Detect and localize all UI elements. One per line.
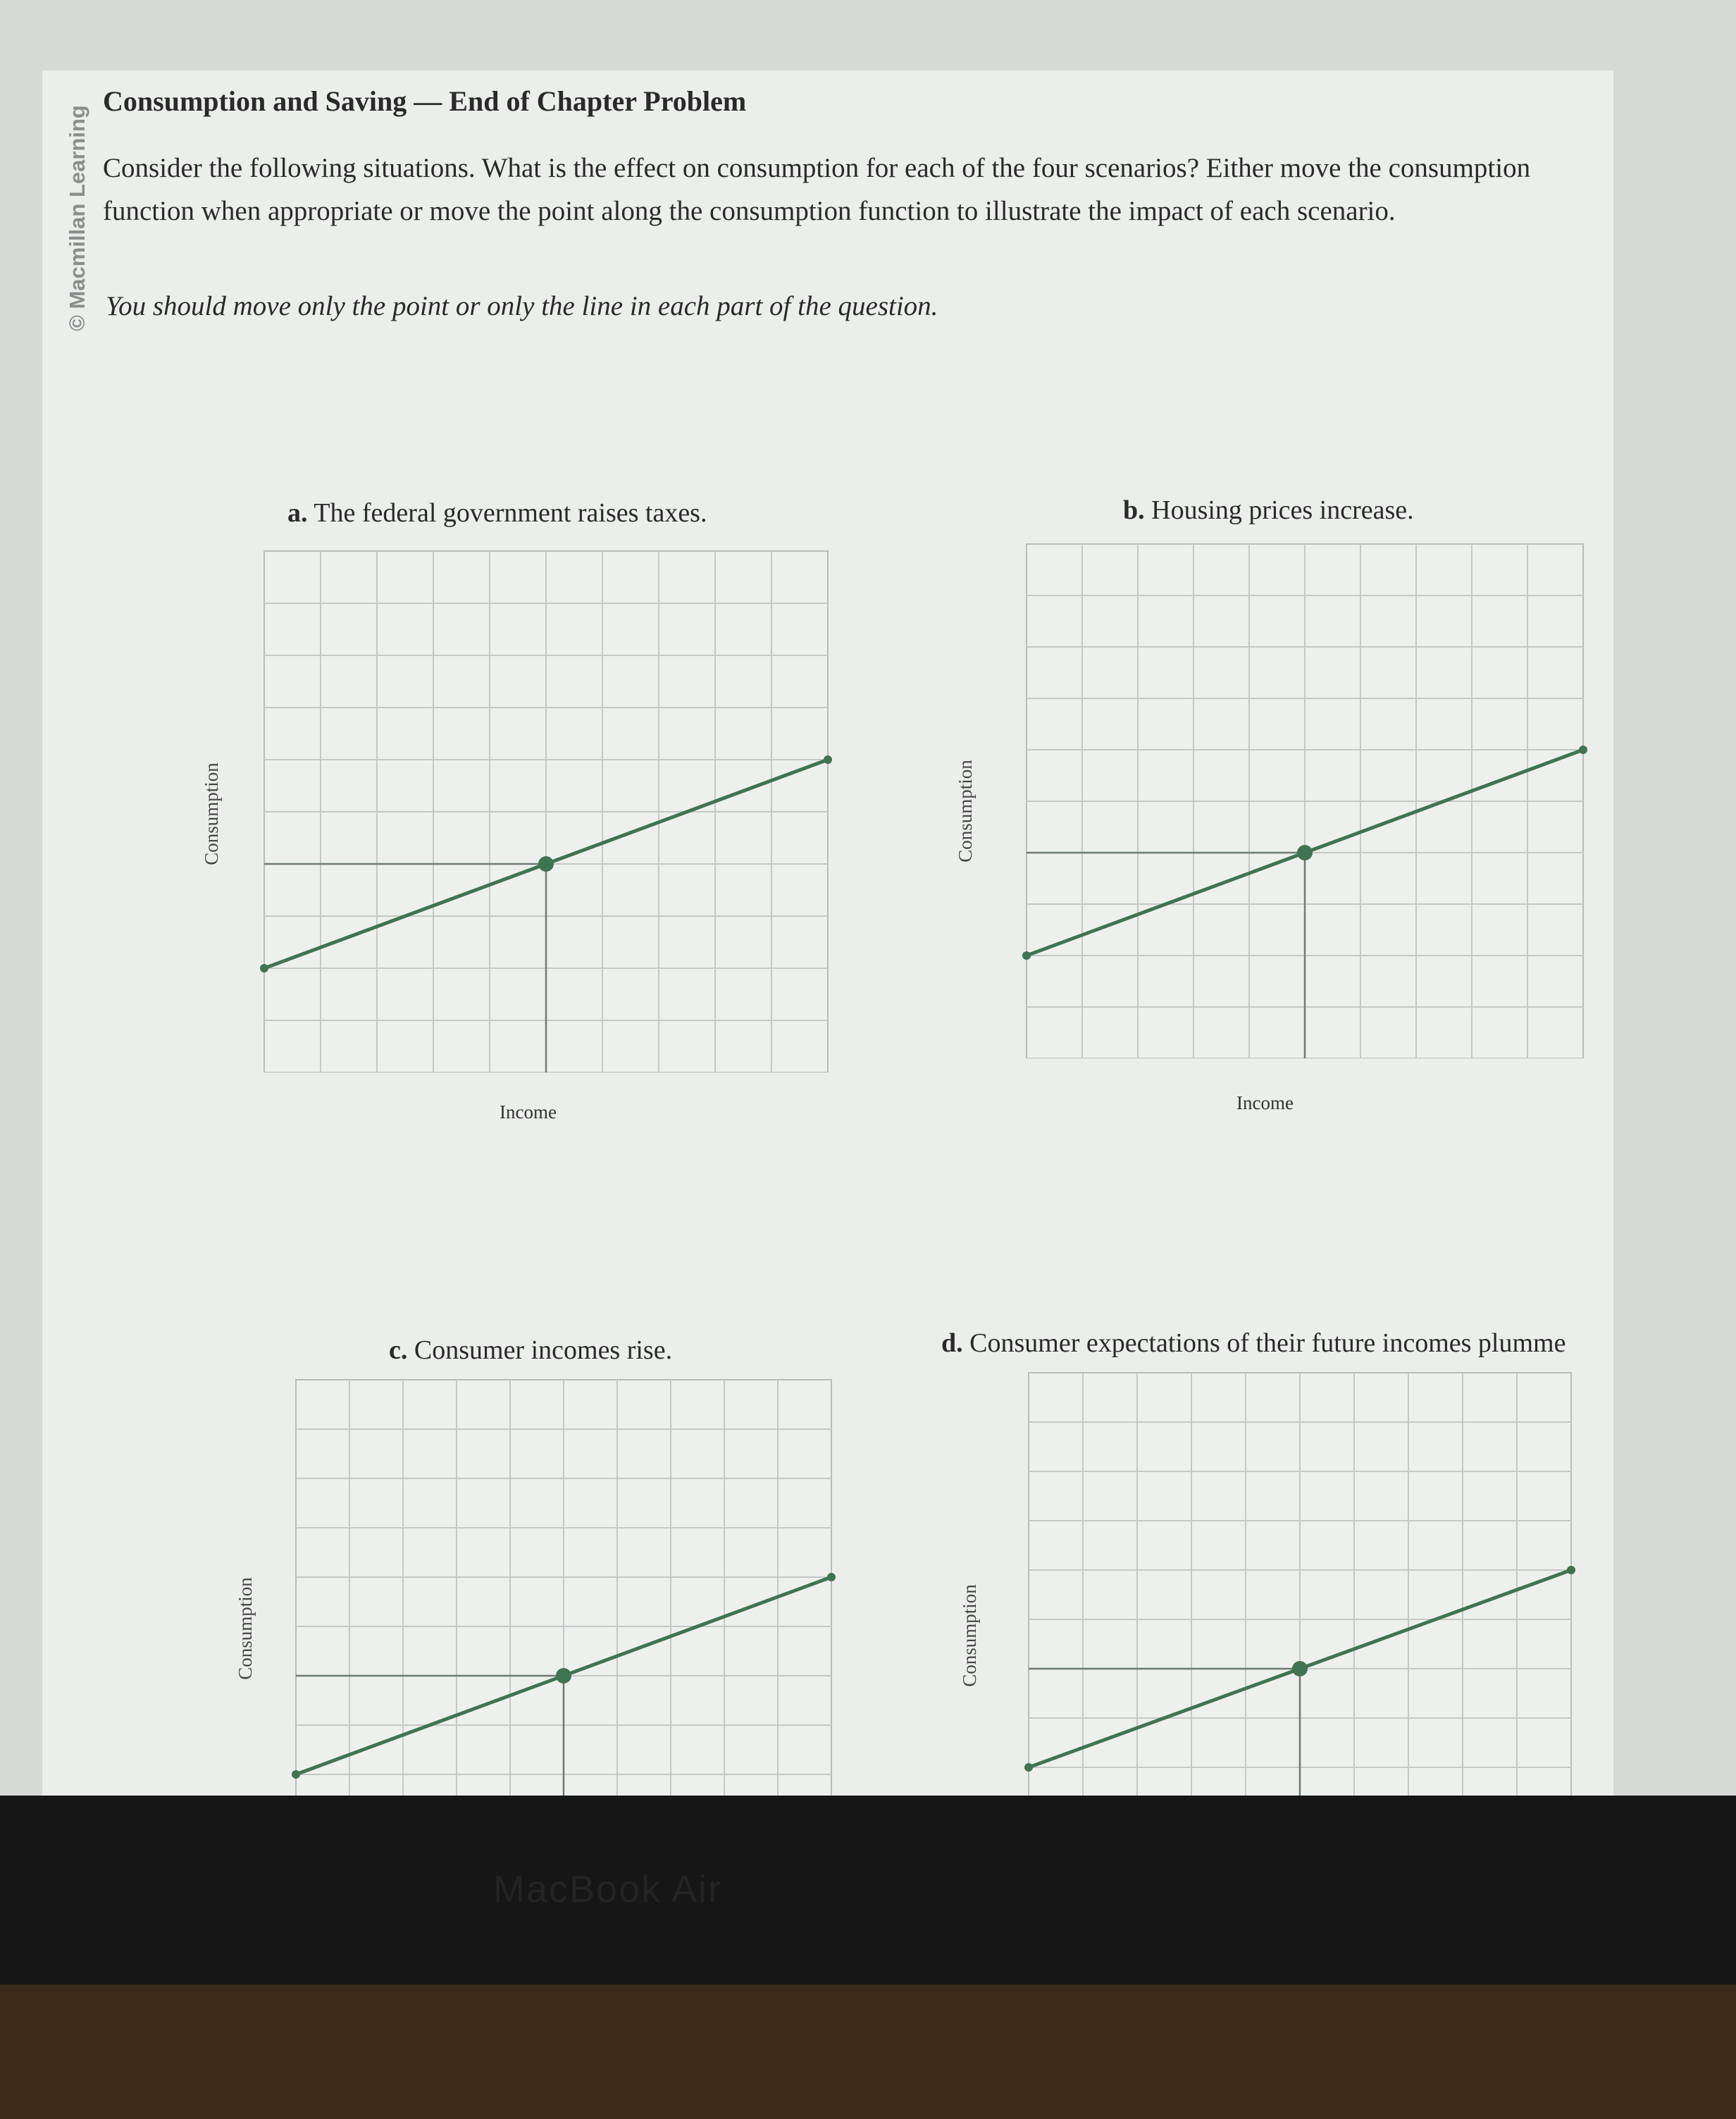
panel-b-y-axis-label: Consumption (955, 760, 976, 863)
panel-a-caption: The federal government raises taxes. (314, 498, 707, 528)
problem-instructions: Consider the following situations. What is the effect on consumption for each of the four scenarios? Either move the consumption function when appropriate or move the point along the consumption function to illustrate the impact of each scenario. (103, 153, 1531, 226)
page-title: Consumption and Saving — End of Chapter Problem (103, 85, 747, 117)
panel-c-y-axis-label: Consumption (235, 1577, 256, 1680)
panel-d-line-handle-end[interactable] (1567, 1566, 1575, 1574)
laptop-model-label: MacBook Air (493, 1868, 723, 1910)
panel-c-caption: Consumer incomes rise. (414, 1335, 673, 1365)
macmillan-watermark: © Macmillan Learning (65, 105, 89, 331)
laptop-bezel (0, 1796, 1736, 1984)
panel-d-y-axis-label: Consumption (959, 1584, 980, 1687)
laptop-keyboard-deck (0, 1984, 1736, 2119)
panel-a-y-axis-label: Consumption (201, 762, 222, 865)
panel-b-caption: Housing prices increase. (1151, 495, 1414, 525)
panel-b-x-axis-label: Income (1236, 1092, 1294, 1113)
panel-a-x-axis-label: Income (500, 1101, 557, 1123)
panel-d-line-handle-start[interactable] (1024, 1763, 1033, 1772)
panel-d-letter: d. (941, 1328, 963, 1358)
panel-c-letter: c. (389, 1335, 408, 1365)
panel-d-consumption-point[interactable] (1292, 1661, 1308, 1676)
panel-a-letter: a. (287, 498, 308, 528)
panel-b-letter: b. (1123, 495, 1145, 525)
instruction-note: You should move only the point or only the line in each part of the question. (106, 291, 938, 321)
panel-d-caption: Consumer expectations of their future incomes plumme (969, 1328, 1566, 1358)
